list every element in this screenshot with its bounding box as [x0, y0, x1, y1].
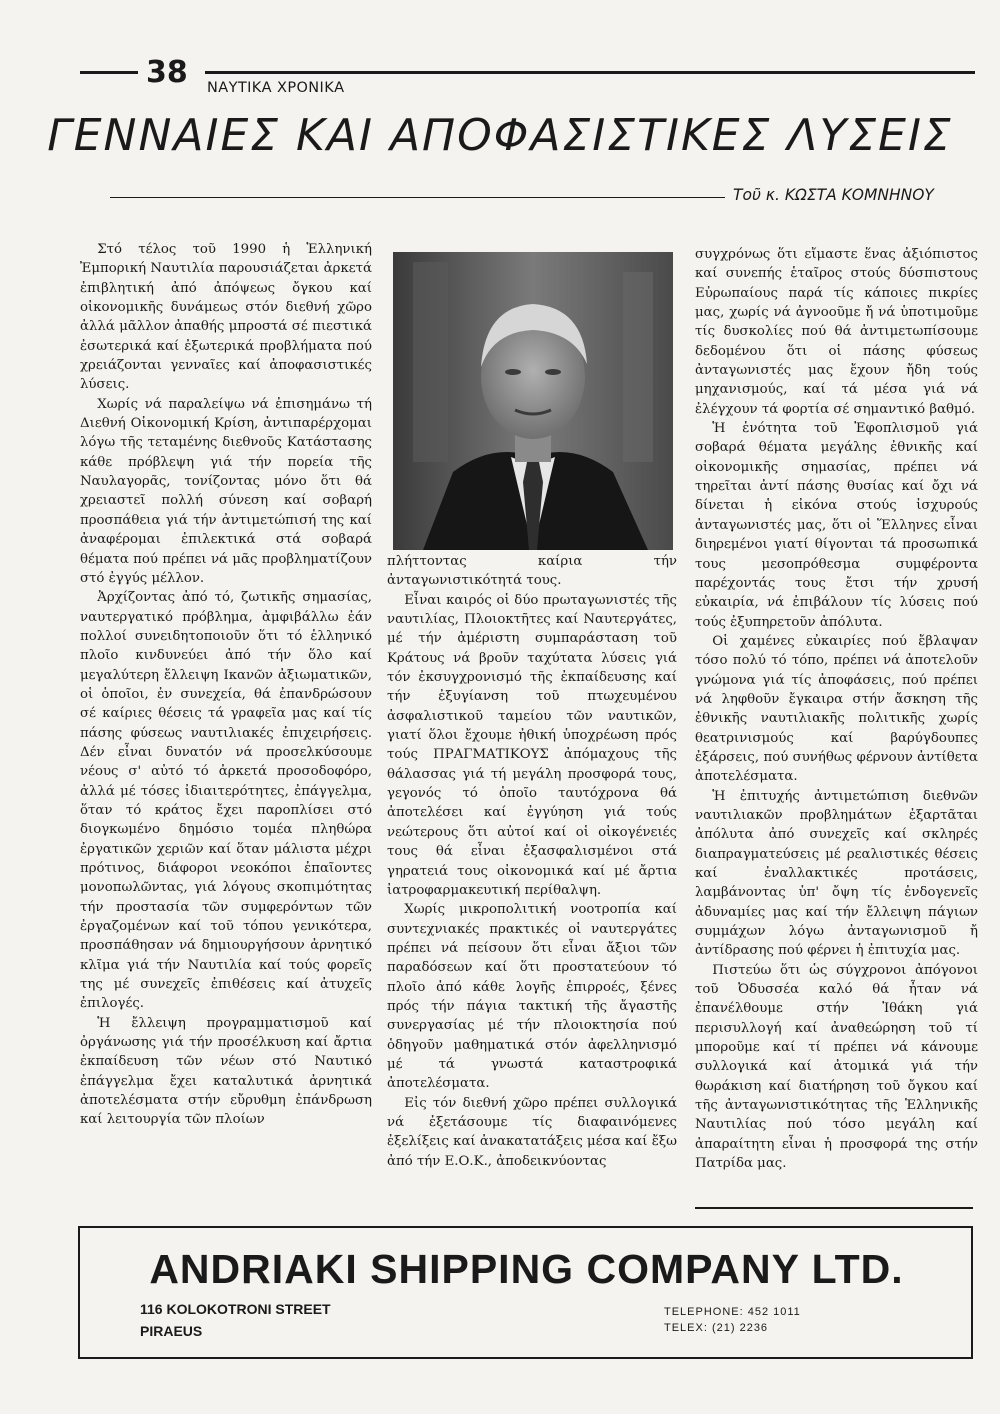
- magazine-name: ΝΑΥΤΙΚΑ ΧΡΟΝΙΚΑ: [207, 80, 345, 96]
- article-byline: Τοῦ κ. ΚΩΣΤΑ ΚΟΜΝΗΝΟΥ: [733, 186, 934, 204]
- paragraph: Ἡ ἑνότητα τοῦ Ἐφοπλισμοῦ γιά σοβαρά θέματα μεγάλης ἐθνικῆς καί οἰκονομικῆς σημασίας, πρέπει νά τηρεῖται ἀντί πάσης θυσίας καί ὄχι νά δίνεται ἡ εἰκόνα στούς ἰσχυρούς ἀνταγωνιστές μας, ὅτι οἱ Ἕλληνες εἶναι διηρεμένοι γιατί θίγονται τά προσωπικά τους μεσοπρόθεσμα συμφέροντα παρέχοντάς τους ἔτσι τήν χρυσή εὐκαιρία, νά ἐπιβάλουν τίς λύσεις πού τούς ἐξυπηρετοῦν ἀπόλυτα.: [695, 421, 978, 630]
- ad-address-line2: PIRAEUS: [140, 1323, 203, 1339]
- paragraph: συγχρόνως ὅτι εἴμαστε ἕνας ἀξιόπιστος καί συνεπής ἑταῖρος στούς δύσπιστους Εὐρωπαίους παρά τίς κάποιες πικρίες μας, χωρίς νά ἀγνοοῦμε ἤ νά ὑποτιμοῦμε τίς δυσκολίες πού θά ἀντιμετωπίσουμε δεδομένου ὅτι οἱ πάσης φύσεως ἀνταγωνιστές μας ἔχουν ἤδη τούς μηχανισμούς, καί τά μέσα γιά νά ἐλέγχουν τά φορτία σέ σημαντικό βαθμό.: [695, 247, 978, 417]
- article-column-2: [387, 552, 677, 1171]
- header-rule-left: [80, 71, 138, 74]
- paragraph: Ἡ ἐπιτυχής ἀντιμετώπιση διεθνῶν ναυτιλιακῶν προβλημάτων ἐξαρτᾶται ἀπόλυτα ἀπό συνεχεῖς καί σκληρές διαπραγματεύσεις μέ ρεαλιστικές θέσεις καί ἐναλλακτικές προτάσεις, λαμβάνοντας ὑπ' ὄψη τίς ἐνδογενεῖς ἀδυναμίες μας καί τήν ἔλλειψη πάγιων συμμάχων λόγω ἀνταγωνισμοῦ ἤ ἀντίδρασης πού φέρνει ἡ ἐπιτυχία μας.: [695, 788, 978, 959]
- byline-rule: [110, 197, 725, 198]
- ad-company-name: ANDRIAKI SHIPPING COMPANY LTD.: [149, 1246, 904, 1292]
- ad-contact: [664, 1304, 801, 1336]
- ad-address: [140, 1298, 331, 1342]
- article-end-rule: [695, 1207, 973, 1209]
- paragraph: Εἶναι καιρός οἱ δύο πρωταγωνιστές τῆς ναυτιλίας, Πλοιοκτῆτες καί Ναυτεργάτες, μέ τήν ἀμέριστη συμπαράσταση τοῦ Κράτους νά βροῦν ταχύτατα λύσεις γιά τόν ἐκσυγχρονισμό τῆς ἐκπαίδευσης καί τήν ἐξυγίανση τοῦ πτωχευμένου ἀσφαλιστικοῦ ταμείου τῶν ναυτικῶν, γιατί ὅλοι ἔχουμε ἠθική ὑποχρέωση πρός τούς ΠΡΑΓΜΑΤΙΚΟΥΣ ἀπόμαχους τῆς θάλασσας γιά τή μεγάλη προσφορά τους, γεγονός τό ὁποῖο ταυτόχρονα θά ἀποτελέσει καί ἐγγύηση γιά τούς νεώτερους ὅτι αὐτοί καί οἱ οἰκογένειές τους θά εἶναι ἐξασφαλισμένοι στά γηρατειά τους οἰκονομικά καί μέ ἄρτια ἰατροφαρμακευτική περίθαλψη.: [387, 592, 677, 898]
- article-title: ΓΕΝΝΑΙΕΣ ΚΑΙ ΑΠΟΦΑΣΙΣΤΙΚΕΣ ΛΥΣΕΙΣ: [47, 110, 953, 161]
- article-column-1: [80, 240, 372, 1130]
- paragraph: πλήττοντας καίρια τήν ἀνταγωνιστικότητά τους.: [387, 554, 677, 589]
- ad-telephone: TELEPHONE: 452 1011: [664, 1306, 801, 1318]
- portrait-photo-icon: [393, 252, 673, 550]
- header-rule-right: [205, 71, 975, 74]
- paragraph: Οἱ χαμένες εὐκαιρίες πού ἔβλαψαν τόσο πολύ τό τόπο, πρέπει νά ἀποτελοῦν γνώμονα γιά τίς ἀποφάσεις, πού πρέπει νά ληφθοῦν ἔγκαιρα στήν ἄσκηση τῆς ἐθνικῆς ναυτιλιακῆς πολιτικῆς χωρίς θεατρινισμούς καί βαρύγδουπες ἐξάρσεις, πού συνήθως φέρνουν ἀντίθετα ἀποτελέσματα.: [695, 633, 978, 785]
- paragraph: Ἡ ἔλλειψη προγραμματισμοῦ καί ὀργάνωσης γιά τήν προσέλκυση καί ἄρτια ἐκπαίδευση τῶν νέων στό Ναυτικό ἐπάγγελμα ἔχει καταλυτικά ἀρνητικά ἀποτελέσματα στήν εὔρυθμη ἐπάνδρωση καί λειτουργία τῶν πλοίων: [80, 1015, 372, 1128]
- advertisement-box: [78, 1226, 973, 1359]
- paragraph: Ἀρχίζοντας ἀπό τό, ζωτικῆς σημασίας, ναυτεργατικό πρόβλημα, ἀμφιβάλλω ἐάν πολλοί συνειδητοποιοῦν ὅτι τό ἑλληνικό πλοῖο κινδυνεύει ἀπό τήν ὅλο καί μεγαλύτερη ἔλλειψη Ικανῶν ἀξιωματικῶν, οἱ ὁποῖοι, ἐν συνεχεία, θά ἐπανδρώσουν σέ καίριες θέσεις τά γραφεῖα μας καί τίς πάσης φύσεως ναυτιλιακές ἐπιχειρήσεις. Δέν εἶναι δυνατόν νά προσελκύσουμε νέους σ' αὐτό τό ἀρκετά προσοδοφόρο, ἀλλά μέ τόσες ἰδιαιτερότητες, ἐπάγγελμα, ὅταν τό κράτος ἔχει παροπλίσει στό διογκωμένο δημόσιο τομέα πληθώρα ἐργατικῶν χεριῶν καί ὅταν μάλιστα μέχρι πρότινος, διάφοροι νεοκόποι ἐπαῖοντες μονοπωλῶντας, γιά λόγους σκοπιμότητας τήν προστασία τῶν συμφερόντων τῶν ἐργαζομένων καί τοῦ τόπου γενικότερα, προσπάθησαν νά δημιουργήσουν ἀρνητικό κλῖμα γιά τήν Ναυτιλία καί τούς φορεῖς της μέ συνεχεῖς ἐπιθέσεις καί ἀτυχεῖς ἐπιλογές.: [80, 590, 372, 1012]
- ad-telex: TELEX: (21) 2236: [664, 1322, 769, 1334]
- paragraph: Πιστεύω ὅτι ὡς σύγχρονοι ἀπόγονοι τοῦ Ὀδυσσέα καλό θά ἦταν νά ἐπανέλθουμε στήν Ἰθάκη γιά περισυλλογή καί ἀναθεώρηση τοῦ τί μποροῦμε καί τί πρέπει νά κάνουμε συλλογικά καί ἀτομικά γιά τήν θωράκιση καί διατήρηση τοῦ ὄγκου καί τῆς ἀνταγωνιστικότητας τῆς Ἑλληνικῆς Ναυτιλίας πού τόσο μεγάλη καί ἀπαραίτητη εἶναι ἡ προσφορά της στήν Πατρίδα μας.: [695, 962, 978, 1172]
- paragraph: Εἰς τόν διεθνή χῶρο πρέπει συλλογικά νά ἐξετάσουμε τίς διαφαινόμενες ἐξελίξεις καί ἀνακατατάξεις μέσα καί ἔξω ἀπό τήν Ε.Ο.Κ., ἀποδεικνύοντας: [387, 1095, 677, 1169]
- paragraph: Στό τέλος τοῦ 1990 ἡ Ἑλληνική Ἐμπορική Ναυτιλία παρουσιάζεται ἀρκετά ἐπιβλητική ἀπό ἀπόψεως ὄγκου καί οἰκονομικῆς δυνάμεως στόν διεθνή χῶρο ἀλλά μᾶλλον ἀπαθής μπροστά σέ πιεστικά ἐσωτερικά καί ἐξωτερικά προβλήματα πού χρειάζονται γενναῖες καί ἀποφασιστικές λύσεις.: [80, 242, 372, 393]
- page-number: 38: [146, 55, 188, 90]
- article-column-3: [695, 245, 978, 1174]
- paragraph: Χωρίς μικροπολιτική νοοτροπία καί συντεχνιακές πρακτικές οἱ ναυτεργάτες πρέπει νά πείσουν ὅτι εἶναι ἄξιοι τῶν παραδόσεων καί ὅτι προστατεύουν τό πλοῖο ἀπό κάθε λογῆς ἐπιρροές, ξένες πρός τήν πάγια τακτική τῆς ἄγαστῆς συνεργασίας μέ τήν πλοιοκτησία πού ὁδηγοῦν μαθηματικά στόν ἀφελληνισμό μέ τά γνωστά καταστροφικά ἀποτελέσματα.: [387, 902, 677, 1092]
- portrait-photo: [393, 252, 673, 550]
- ad-address-line1: 116 KOLOKOTRONI STREET: [140, 1301, 331, 1317]
- paragraph: Χωρίς νά παραλείψω νά ἐπισημάνω τή Διεθνή Οἰκονομική Κρίση, ἀντιπαρέρχομαι λόγω τῆς τεταμένης διεθνοῦς Κατάστασης κάθε πρόβλεψη γιά τήν πορεία τῆς Ναυλαγορᾶς, τονίζοντας μόνο ὅτι θά χρειαστεῖ πολλή σύνεση καί σοβαρή προσπάθεια γιά τήν ἀντιμετώπισή της καί ἀναφέρομαι ἐπιλεκτικά στά σοβαρά θέματα πού πρέπει νά μᾶς προβληματίζουν στό ἐγγύς μέλλον.: [80, 396, 372, 586]
